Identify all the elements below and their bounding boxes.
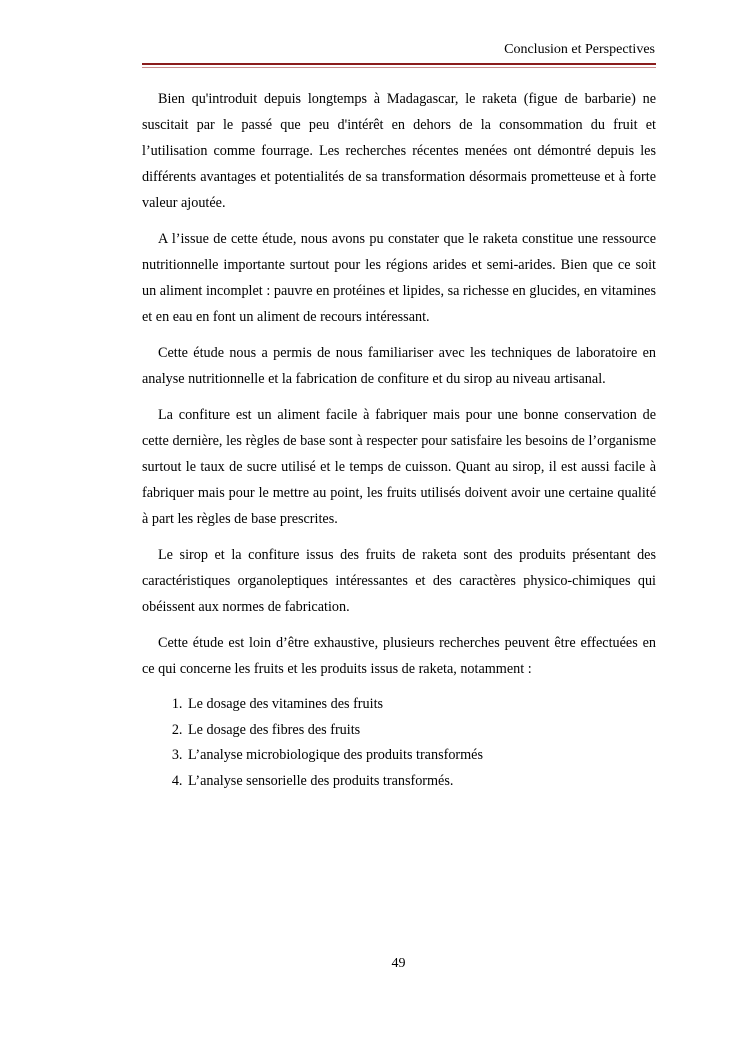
paragraph-confiture: La confiture est un aliment facile à fabriquer mais pour une bonne conservation de cette dernière, les règles de base sont à respecter pour satisfaire les besoins de l’organisme surtout le taux de sucre utilisé et le temps de cuisson. Quant au sirop, il est aussi facile à fabriquer mais pour le mettre au point, les fruits utilisés doivent avoir une certaine qualité à part les règles de base prescrites. [142, 407, 656, 527]
running-header: Conclusion et Perspectives [504, 42, 655, 57]
paragraph-introduction: Bien qu'introduit depuis longtemps à Madagascar, le raketa (figue de barbarie) ne suscitait par le passé que peu d'intérêt en dehors de la consommation du fruit et l’utilisation comme fourrage. Les recherches récentes menées ont démontré depuis les différents avantages et potentialités de sa transformation désormais prometteuse et à forte valeur ajoutée. [142, 91, 656, 211]
header-rule-thin [142, 67, 656, 68]
list-item: 4. L’analyse sensorielle des produits transformés. [186, 769, 656, 795]
list-item: 3. L’analyse microbiologique des produits transformés [186, 743, 656, 769]
paragraph-nutrition: A l’issue de cette étude, nous avons pu constater que le raketa constitue une ressource nutritionnelle importante surtout pour les régions arides et semi-arides. Bien que ce soit un aliment incomplet : pauvre en protéines et lipides, sa richesse en glucides, en vitamines et en eau en font un aliment de recours intéressant. [142, 231, 656, 325]
perspectives-list [142, 692, 656, 794]
paragraph-laboratory: Cette étude nous a permis de nous familiariser avec les techniques de laboratoire en analyse nutritionnelle et la fabrication de confiture et du sirop au niveau artisanal. [142, 345, 656, 387]
list-item: 2. Le dosage des fibres des fruits [186, 718, 656, 744]
page-body [142, 86, 656, 794]
header-rule [142, 63, 656, 65]
paragraph-products: Le sirop et la confiture issus des fruits de raketa sont des produits présentant des caractéristiques organoleptiques intéressantes et des caractères physico-chimiques qui obéissent aux normes de fabrication. [142, 547, 656, 615]
paragraph-perspectives: Cette étude est loin d’être exhaustive, plusieurs recherches peuvent être effectuées en ce qui concerne les fruits et les produits issus de raketa, notamment : [142, 635, 656, 677]
list-item: 1. Le dosage des vitamines des fruits [186, 692, 656, 718]
page-number: 49 [391, 956, 406, 971]
